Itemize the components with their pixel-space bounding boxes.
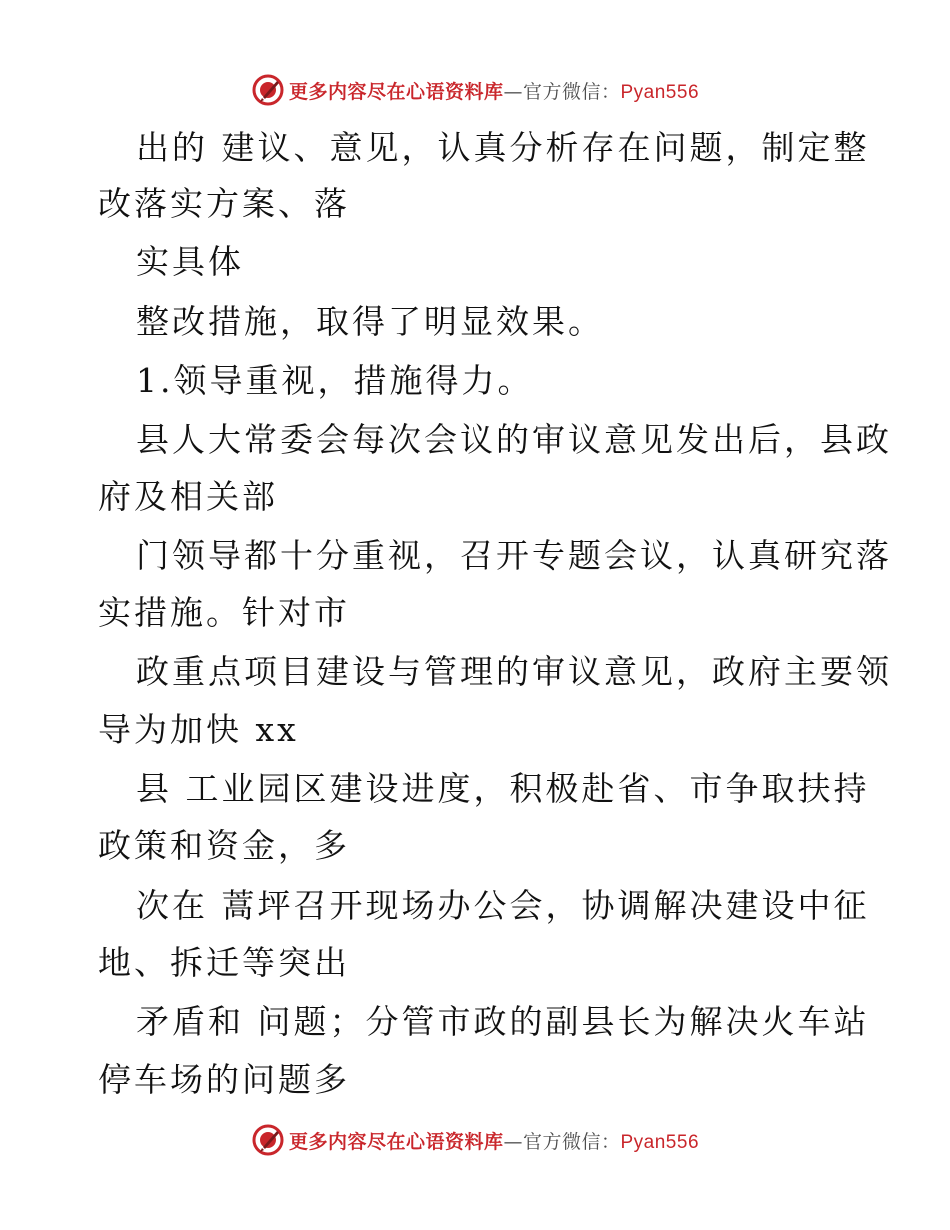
body-line: 政重点项目建设与管理的审议意见，政府主要领: [136, 652, 892, 691]
footer-wechat-id: Pyan556: [620, 1131, 700, 1153]
body-line: 政策和资金，多: [98, 826, 350, 865]
header-brand-text: 更多内容尽在心语资料库: [288, 80, 504, 103]
header-dash: —: [503, 80, 523, 103]
header-wechat-id: Pyan556: [620, 81, 700, 103]
footer-banner: [0, 1118, 950, 1162]
body-line: 改落实方案、落: [98, 184, 350, 223]
body-line: 次在 蒿坪召开现场办公会，协调解决建设中征: [136, 886, 870, 925]
footer-dash: —: [503, 1130, 523, 1153]
footer-brand-text: 更多内容尽在心语资料库: [288, 1130, 504, 1153]
body-line: 实具体: [136, 242, 244, 281]
brand-logo-icon: [251, 73, 285, 107]
body-line: 整改措施，取得了明显效果。: [136, 302, 604, 341]
body-line: 出的 建议、意见，认真分析存在问题，制定整: [136, 128, 870, 167]
body-line: 导为加快 xx: [98, 710, 299, 749]
body-line: 1.领导重视，措施得力。: [136, 361, 534, 400]
body-line: 实措施。针对市: [98, 593, 350, 632]
body-line: 门领导都十分重视，召开专题会议，认真研究落: [136, 536, 892, 575]
body-line: 县人大常委会每次会议的审议意见发出后，县政: [136, 420, 892, 459]
header-wechat-label: 官方微信：: [522, 80, 621, 103]
header-banner: [0, 68, 950, 112]
body-line: 县 工业园区建设进度，积极赴省、市争取扶持: [136, 769, 870, 808]
body-line: 地、拆迁等突出: [98, 943, 350, 982]
brand-logo-icon: [251, 1123, 285, 1157]
header-banner-text: [289, 77, 699, 104]
body-line: 停车场的问题多: [98, 1060, 350, 1099]
body-line: 府及相关部: [98, 477, 278, 516]
body-line: 矛盾和 问题；分管市政的副县长为解决火车站: [136, 1002, 870, 1041]
footer-wechat-label: 官方微信：: [522, 1130, 621, 1153]
footer-banner-text: [289, 1127, 699, 1154]
